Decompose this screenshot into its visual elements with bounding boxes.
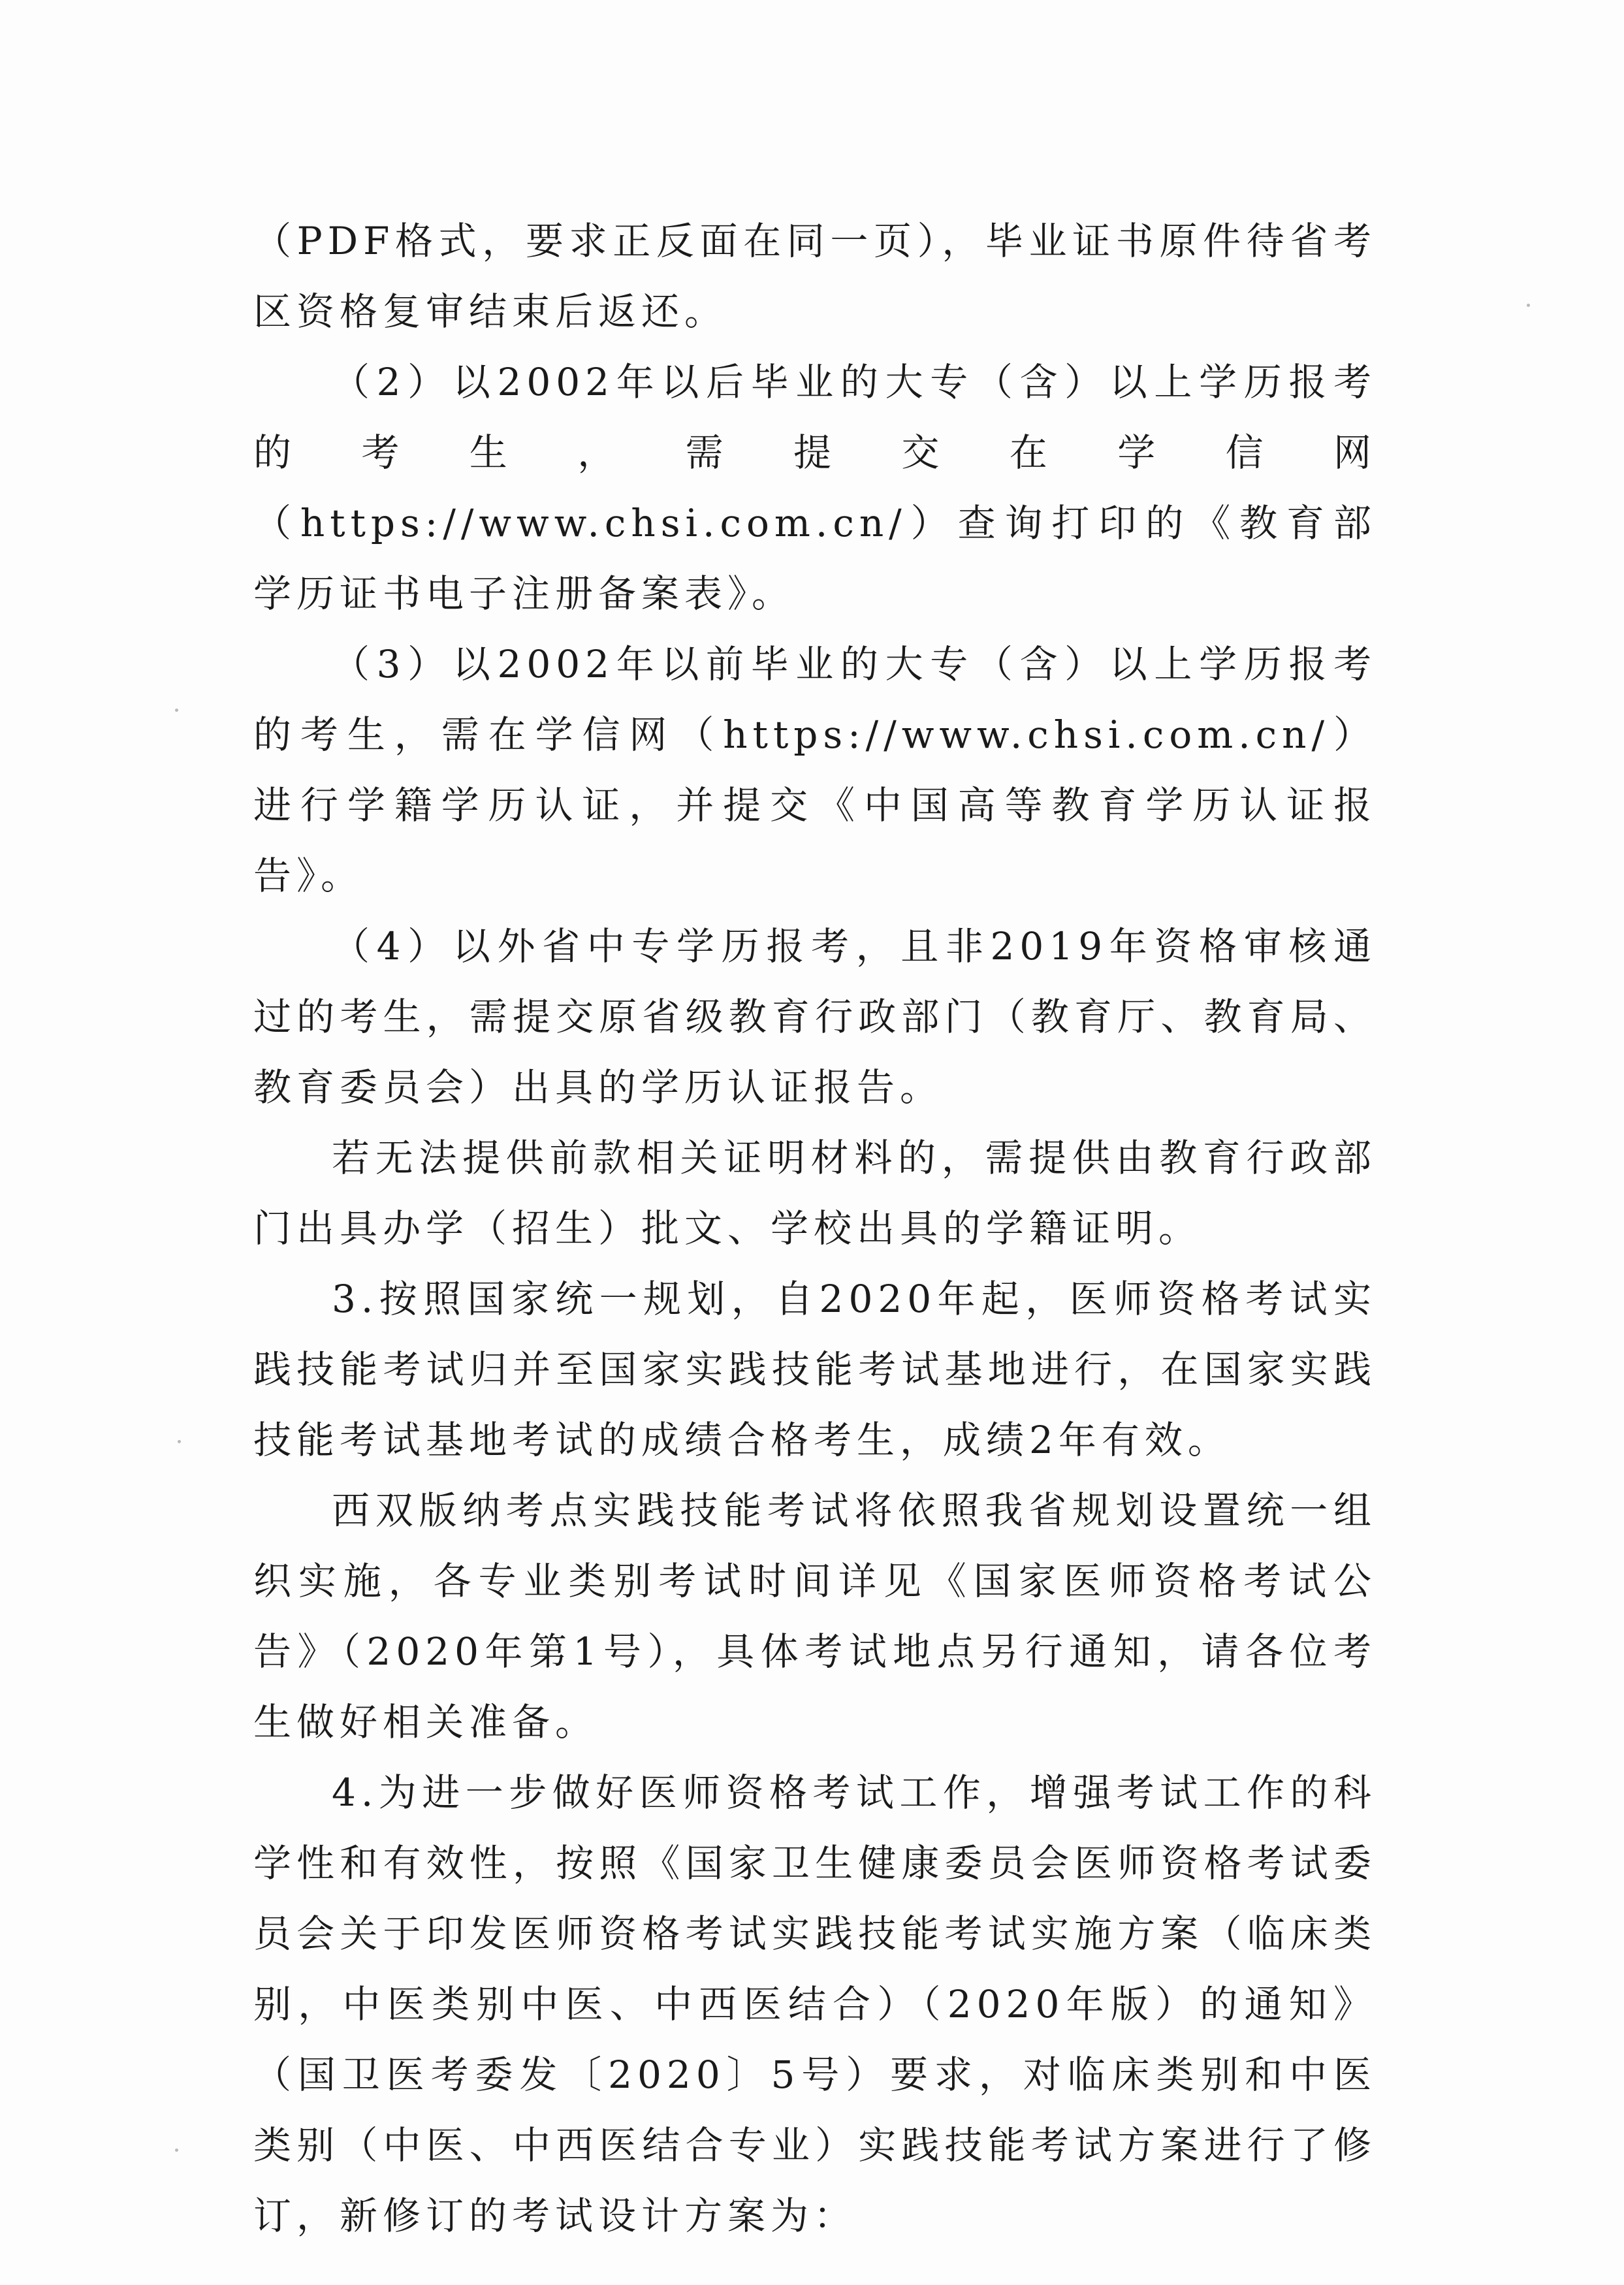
paragraph-xishuangbanna-notice: 西双版纳考点实践技能考试将依照我省规划设置统一组织实施，各专业类别考试时间详见《国家医师资格考试公告》（2020年第1号），具体考试地点另行通知，请各位考生做好相关准备。 bbox=[253, 1488, 1377, 1744]
paragraph-item-3: （3）以2002年以前毕业的大专（含）以上学历报考的考生，需在学信网（https://www.chsi.com.cn/）进行学籍学历认证，并提交《中国高等教育学历认证报告》。 bbox=[253, 642, 1377, 898]
scan-speck bbox=[1527, 304, 1530, 307]
scan-speck bbox=[175, 2149, 178, 2152]
document-body bbox=[253, 206, 1377, 2251]
paragraph-section-3: 3.按照国家统一规划，自2020年起，医师资格考试实践技能考试归并至国家实践技能考试基地进行，在国家实践技能考试基地考试的成绩合格考生，成绩2年有效。 bbox=[253, 1277, 1377, 1462]
paragraph-certificate-format: （PDF格式，要求正反面在同一页），毕业证书原件待省考区资格复审结束后返还。 bbox=[253, 219, 1377, 334]
paragraph-alternative-proof: 若无法提供前款相关证明材料的，需提供由教育行政部门出具办学（招生）批文、学校出具的学籍证明。 bbox=[253, 1136, 1377, 1251]
paragraph-item-2: （2）以2002年以后毕业的大专（含）以上学历报考的考生，需提交在学信网（https://www.chsi.com.cn/）查询打印的《教育部学历证书电子注册备案表》。 bbox=[253, 360, 1377, 616]
scan-speck bbox=[175, 709, 178, 712]
scan-speck bbox=[178, 1440, 181, 1443]
paragraph-section-4: 4.为进一步做好医师资格考试工作，增强考试工作的科学性和有效性，按照《国家卫生健康委员会医师资格考试委员会关于印发医师资格考试实践技能考试实施方案（临床类别，中医类别中医、中西医结合）（2020年版）的通知》（国卫医考委发〔2020〕5号）要求，对临床类别和中医类别（中医、中西医结合专业）实践技能考试方案进行了修订，新修订的考试设计方案为： bbox=[253, 1770, 1377, 2238]
paragraph-item-4: （4）以外省中专学历报考，且非2019年资格审核通过的考生，需提交原省级教育行政部门（教育厅、教育局、教育委员会）出具的学历认证报告。 bbox=[253, 924, 1377, 1110]
